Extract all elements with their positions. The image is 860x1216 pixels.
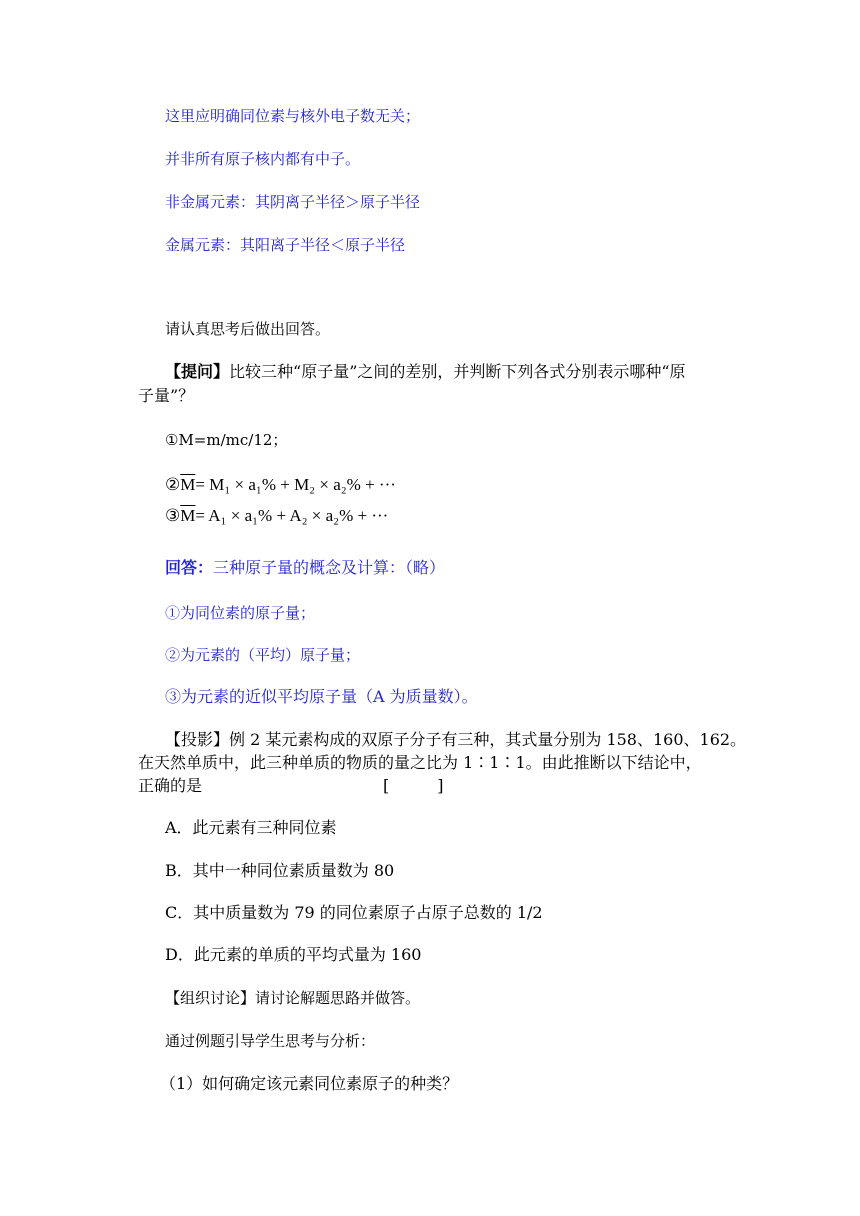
example-line-2: 在天然单质中，此三种单质的物质的量之比为 1∶1∶1。由此推断以下结论中， xyxy=(138,753,702,772)
question-text: 比较三种“原子量”之间的差别，并判断下列各式分别表示哪种“原 xyxy=(229,362,686,381)
answer-item-3: ③为元素的近似平均原子量（A 为质量数）。 xyxy=(165,687,478,706)
formula-2-rhs: = M₁ × a₁% + M₂ × a₂% + ··· xyxy=(195,475,396,494)
formula-3-number: ③ xyxy=(165,506,181,525)
note-line-3: 非金属元素：其阴离子半径＞原子半径 xyxy=(165,193,421,211)
example-line-3 xyxy=(138,775,444,797)
answer-text: 三种原子量的概念及计算：（略） xyxy=(213,558,446,577)
answer-item-2: ②为元素的（平均）原子量； xyxy=(165,646,361,664)
formula-2-lhs: $\overline{M}$ xyxy=(180,475,196,494)
example-line-1: 【投影】例 2 某元素构成的双原子分子有三种，其式量分别为 158、160、162。 xyxy=(165,730,747,749)
formula-3 xyxy=(165,505,388,527)
answer-line xyxy=(165,557,445,579)
question-1: （1）如何确定该元素同位素原子的种类？ xyxy=(160,1074,459,1093)
question-line-2: 子量”？ xyxy=(138,386,195,405)
formula-2 xyxy=(165,474,396,496)
prompt-text: 请认真思考后做出回答。 xyxy=(165,320,331,338)
question-line-1 xyxy=(165,361,686,383)
option-a: A．此元素有三种同位素 xyxy=(165,818,337,837)
answer-bracket: [ ] xyxy=(383,776,444,795)
discussion-line xyxy=(165,988,420,1008)
example-answer-label: 正确的是 xyxy=(138,776,203,795)
option-c: C．其中质量数为 79 的同位素原子占原子总数的 1/2 xyxy=(165,903,543,922)
formula-3-lhs: $\overline{M}$ xyxy=(180,506,196,525)
guide-text: 通过例题引导学生思考与分析： xyxy=(165,1032,376,1050)
formula-2-number: ② xyxy=(165,475,181,494)
note-line-4: 金属元素：其阳离子半径＜原子半径 xyxy=(165,236,406,254)
formula-3-rhs: = A₁ × a₁% + A₂ × a₂% + ··· xyxy=(195,506,389,525)
question-tag: 【提问】 xyxy=(165,362,230,381)
discussion-text: 请讨论解题思路并做答。 xyxy=(255,989,421,1007)
answer-tag: 回答： xyxy=(165,558,214,577)
option-b: B．其中一种同位素质量数为 80 xyxy=(165,861,395,880)
answer-item-1: ①为同位素的原子量； xyxy=(165,604,316,622)
option-d: D．此元素的单质的平均式量为 160 xyxy=(165,945,422,964)
discussion-tag: 【组织讨论】 xyxy=(165,989,256,1007)
note-line-1: 这里应明确同位素与核外电子数无关； xyxy=(165,107,421,125)
note-line-2: 并非所有原子核内都有中子。 xyxy=(165,150,361,168)
formula-1: ①M=m/mc/12； xyxy=(165,431,288,449)
